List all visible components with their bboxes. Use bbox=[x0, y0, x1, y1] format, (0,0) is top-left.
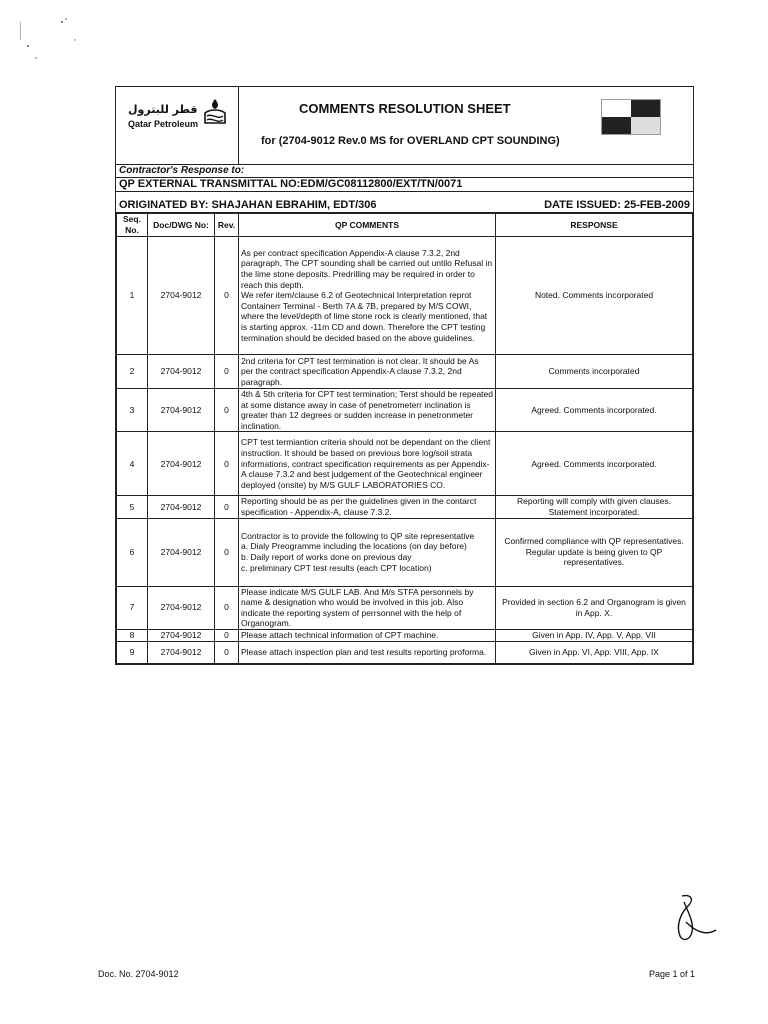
header-comments: QP COMMENTS bbox=[239, 214, 496, 237]
cell-response: Reporting will comply with given clauses. Statement incorporated. bbox=[496, 496, 693, 518]
cell-doc: 2704-9012 bbox=[148, 586, 215, 629]
table-row bbox=[117, 389, 693, 432]
cell-comment: 4th & 5th criteria for CPT test termination; Terst should be repeated at some distance away in case of penetrometerr inclination is greater than 12 degrees or sudden increase in penetronmeter inclination. bbox=[239, 389, 496, 432]
sheet-header bbox=[116, 87, 693, 165]
qatar-petroleum-logo-icon bbox=[202, 97, 228, 125]
originated-by: ORIGINATED BY: SHAJAHAN EBRAHIM, EDT/306 bbox=[119, 199, 377, 211]
table-row bbox=[117, 496, 693, 518]
cell-comment: Reporting should be as per the guidelines given in the contarct specification - Appendix-A, clause 7.3.2. bbox=[239, 496, 496, 518]
cell-comment: Contractor is to provide the following to QP site representative a. Dialy Preogramme including the locations (on day before) b. Daily report of works done on previous day c. preliminary CPT test results (each CPT location) bbox=[239, 518, 496, 586]
table-row bbox=[117, 355, 693, 389]
table-row bbox=[117, 641, 693, 663]
cell-seq: 2 bbox=[117, 355, 148, 389]
table-row bbox=[117, 629, 693, 641]
title-cell bbox=[239, 87, 693, 164]
cell-seq: 1 bbox=[117, 237, 148, 355]
cell-rev: 0 bbox=[215, 586, 239, 629]
cell-doc: 2704-9012 bbox=[148, 641, 215, 663]
cell-seq: 6 bbox=[117, 518, 148, 586]
table-header-row bbox=[117, 214, 693, 237]
cell-doc: 2704-9012 bbox=[148, 518, 215, 586]
cell-comment: Please indicate M/S GULF LAB. And M/s STFA personnels by name & designation who would be involved in this job. Also indicate the reporting system of perrsonnel with the help of Organogram. bbox=[239, 586, 496, 629]
cell-response: Provided in section 6.2 and Organogram is given in App. X. bbox=[496, 586, 693, 629]
document-title: COMMENTS RESOLUTION SHEET bbox=[299, 101, 511, 116]
cell-response: Given in App. IV, App. V, App. VII bbox=[496, 629, 693, 641]
stamp-mark bbox=[601, 99, 661, 135]
cell-rev: 0 bbox=[215, 432, 239, 496]
cell-response: Noted. Comments incorporated bbox=[496, 237, 693, 355]
cell-seq: 4 bbox=[117, 432, 148, 496]
cell-doc: 2704-9012 bbox=[148, 389, 215, 432]
footer-page-number: Page 1 of 1 bbox=[649, 969, 696, 979]
cell-comment: Please attach inspection plan and test results reporting proforma. bbox=[239, 641, 496, 663]
origin-row bbox=[116, 198, 693, 213]
date-issued: DATE ISSUED: 25-FEB-2009 bbox=[544, 199, 690, 211]
header-doc: Doc/DWG No: bbox=[148, 214, 215, 237]
contractor-response-label: Contractor's Response to: bbox=[116, 165, 693, 178]
header-rev: Rev. bbox=[215, 214, 239, 237]
cell-rev: 0 bbox=[215, 355, 239, 389]
signature-mark bbox=[668, 892, 718, 947]
logo-latin-text: Qatar Petroleum bbox=[128, 119, 199, 129]
document-subtitle: for (2704-9012 Rev.0 MS for OVERLAND CPT SOUNDING) bbox=[261, 135, 560, 147]
cell-comment: CPT test termiantion criteria should not be dependant on the client instruction. It should be based on previous bore log/soil strata informations, contract specification requirements as per Appendix-A clause 7.3.2 and best judgement of the Geotechnical engineer deployed (onsite) by M/S GULF LABORATORIES CO. bbox=[239, 432, 496, 496]
table-row bbox=[117, 432, 693, 496]
cell-doc: 2704-9012 bbox=[148, 629, 215, 641]
cell-response: Confirmed compliance with QP representatives. Regular update is being given to QP representatives. bbox=[496, 518, 693, 586]
cell-rev: 0 bbox=[215, 237, 239, 355]
cell-seq: 9 bbox=[117, 641, 148, 663]
header-response: RESPONSE bbox=[496, 214, 693, 237]
cell-response: Comments incorporated bbox=[496, 355, 693, 389]
scan-specks bbox=[20, 10, 90, 70]
cell-seq: 8 bbox=[117, 629, 148, 641]
cell-rev: 0 bbox=[215, 641, 239, 663]
cell-seq: 3 bbox=[117, 389, 148, 432]
table-row bbox=[117, 586, 693, 629]
comments-resolution-sheet bbox=[115, 86, 694, 665]
transmittal-number: QP EXTERNAL TRANSMITTAL NO:EDM/GC08112800/EXT/TN/0071 bbox=[116, 178, 693, 192]
cell-doc: 2704-9012 bbox=[148, 496, 215, 518]
cell-doc: 2704-9012 bbox=[148, 432, 215, 496]
cell-doc: 2704-9012 bbox=[148, 355, 215, 389]
table-row bbox=[117, 518, 693, 586]
cell-response: Given in App. VI, App. VIII, App. IX bbox=[496, 641, 693, 663]
footer-doc-number: Doc. No. 2704-9012 bbox=[98, 969, 179, 979]
cell-response: Agreed. Comments incorporated. bbox=[496, 389, 693, 432]
cell-doc: 2704-9012 bbox=[148, 237, 215, 355]
cell-rev: 0 bbox=[215, 496, 239, 518]
cell-seq: 5 bbox=[117, 496, 148, 518]
comments-table bbox=[116, 213, 693, 664]
logo-arabic-text: قطر للبترول bbox=[128, 103, 198, 116]
header-seq: Seq. No. bbox=[117, 214, 148, 237]
cell-comment: 2nd criteria for CPT test termination is not clear. It should be As per the contract specification Appendix-A clause 7.3.2, 2nd paragraph. bbox=[239, 355, 496, 389]
logo-cell bbox=[116, 87, 239, 164]
cell-rev: 0 bbox=[215, 518, 239, 586]
cell-seq: 7 bbox=[117, 586, 148, 629]
table-row bbox=[117, 237, 693, 355]
cell-comment: As per contract specification Appendix-A clause 7.3.2, 2nd paragraph, The CPT sounding shall be carried out untilo Refusal in the lime stone deposits. Predrilling may be required in order to reach this depth. We refer item/clause 6.2 of Geotechnical Interpretation reprot Containerr Terminal - Berth 7A & 7B, prepared by M/S COWI, where the level/depth of lime stone rock is clearly mentioned, that is starting approx. -11m CD and down. Therefore the CPT testing termination should be decided based on the above guidelines. bbox=[239, 237, 496, 355]
cell-response: Agreed. Comments incorporated. bbox=[496, 432, 693, 496]
cell-rev: 0 bbox=[215, 629, 239, 641]
cell-rev: 0 bbox=[215, 389, 239, 432]
cell-comment: Please attach technical information of CPT machine. bbox=[239, 629, 496, 641]
